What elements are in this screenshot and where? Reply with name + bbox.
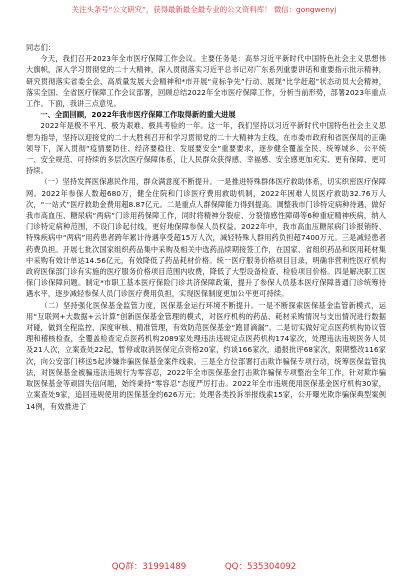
- section-heading-1: 一、全面回顾，2022年我市医疗保障工作取得新的重大进展: [40, 110, 236, 120]
- promo-banner: 关注头条号“公文研究”，获得最新最全最专业的公文资料库！ 微信：gongwenyj: [71, 5, 337, 14]
- paragraph-fund-supervision: （二）坚持强化医保基金监管力度，医保基金运行环境不断提升。一是不断探索医保基金监管新模式，运用“互联网+大数据+云计算”创新医保基金管理的模式，对医疗机构的药品、耗材采购情况与支出情况进行数据对碰，做到全程监控、深度审核、精准管理，有效防范医保基金“跑冒滴漏”。二是切实做好定点医药机构协议管理和稽核检查，全覆盖检查定点医药机构2089家处理违法违规定点医药机构174家次，处理违法违规医务人员及21人次，立案查处22起，暂停或取消医保定点资格20家，约谈166家次，通报批评68家次，限期整改116家次，向公安部门移送5起涉嫌诈骗医保基金案件线索。三是全方位部署打击欺诈骗保专项行动，统筹医保监管执法，对医保基金被骗违法违规行为零容忍，2022年全市医保基金打击欺诈骗保专项整治全年工作，针对欺诈骗取医保基金等顽固失信问题，始终秉持“零容忍”态度严厉打击。2022年全市违规使用医保基金医疗机构30家，立案查处9家，追回违规使用的医保基金约626万元；处理各类投诉举报线索15家，公开曝光欺诈骗保典型案例14例，有效推进了: [26, 300, 386, 411]
- paragraph-benefits: （一）坚持发挥医保惠民作用，群众满意度不断提升。一是推进特殊群体医疗救助体系，切实织密医疗保障网。2022年参保人数超680万，健全住院和门诊医疗费用救助机制，2022年困难人员医疗救助32.76万人次，“一站式”医疗救助金费用超8.87亿元。二是重点人群保障能力得到提高。调整我市门诊特定病种待遇，做好我市高血压、糖尿病“两病”门诊用药保障工作，同时将精神分裂症、分裂情感性障碍等6种重症精神疾病，纳入门诊特定病种范围，不设门诊起付线，更好地保障参保人员权益。2022年中，我市高血压糖尿病门诊报销特、特殊疾病中“两病”用药患者跨年累计待遇享受超15万人次，减轻特殊人群用药负担超7400万元。三是减轻患者药费负担。开展七批次国家组织药品集中采购及相关中选药品续期接签工作，在国家、省组织药品和医用耗材集中采购有效计单达14.56亿元，有效降低了药品耗材价格。统一医疗服务价格项目目录，明确非营利性医疗机构政府医保部门诊有实施的医疗服务价格项目范围内收费，降低了大型设备检查、检验项目价格。四是解决职工医保门诊保障问题。制定*市职工基本医疗保险门诊共济保障政策，提升了参保人员基本医疗保障普通门诊统筹待遇水平，逐步减轻参保人员门诊医疗费用负担，实现医保制度更加公平更可持续。: [26, 177, 386, 299]
- qq-group: QQ群：31991489: [111, 562, 187, 572]
- document-body: [26, 42, 386, 412]
- qq-contact: QQ：535304092: [224, 562, 297, 572]
- greeting: 同志们：: [26, 43, 56, 52]
- contact-footer: [0, 560, 408, 572]
- paragraph-intro: 今天，我们召开2023年全市医疗保障工作会议。主要任务是：高举习近平新时代中国特色社会主义思想伟大旗帜，深入学习贯彻党的二十大精神，深入贯彻落实习近平总书记对广东系列重要讲话和重要指示批示精神，研究贯彻落实省委全会、高质量发展大会精神和*市开展“竞标争先”行动、展现“比学赶超”状态动员大会精神，落实全国、全省医疗保障工作会议部署，回顾总结2022年全市医疗保障工作，分析当前形势，部署2023年重点工作。下面，我讲三点意见。: [26, 54, 386, 109]
- paragraph-overview: 2022年是极不平凡、极为艰难、极具考验的一年。这一年，我们坚持以习近平新时代中国特色社会主义思想为指导，坚持以迎接党的二十大胜利召开和学习贯彻党的二十大精神为主线，在市委市政府和省医保局的正确领导下，深入贯彻“疫情要防住、经济要稳住、发展要安全”重要要求，逐步健全覆盖全民、统筹城乡、公平统一、安全规范、可持续的多层次医疗保障体系，让人民群众获得感、幸福感、安全感更加充实、更有保障、更可持续。: [26, 121, 386, 176]
